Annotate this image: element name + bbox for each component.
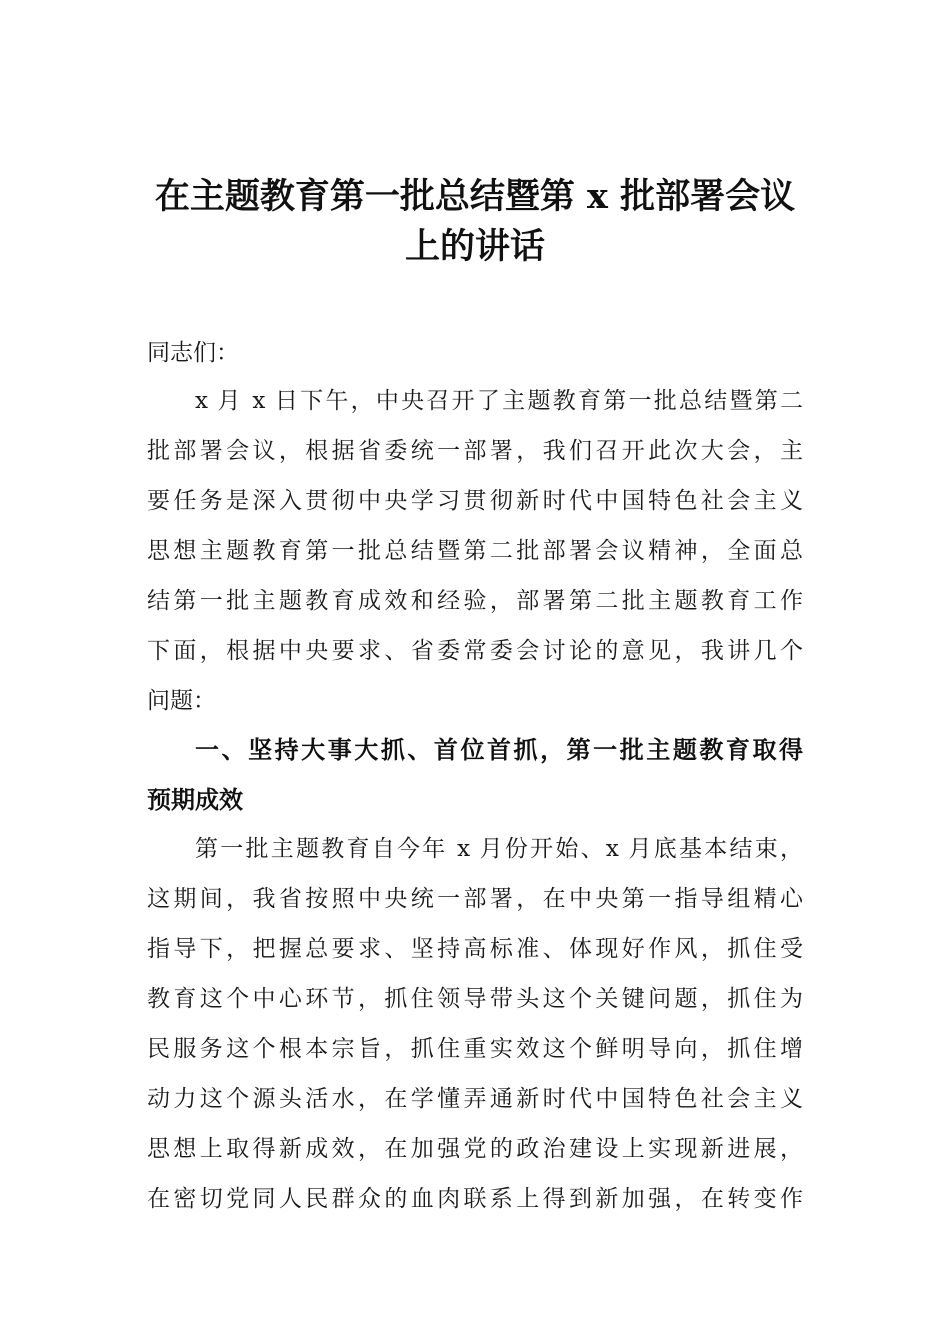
paragraph-1-line: 结第一批主题教育成效和经验，部署第二批主题教育工作 — [147, 588, 803, 614]
section-heading-1-line: 一、坚持大事大抓、首位首抓，第一批主题教育取得 — [195, 736, 803, 764]
paragraph-2-line: 民服务这个根本宗旨，抓住重实效这个鲜明导向，抓住增 — [147, 1036, 803, 1062]
paragraph-1-line: 思想主题教育第一批总结暨第二批部署会议精神，全面总 — [147, 538, 803, 564]
section-heading-1-line: 预期成效 — [147, 786, 243, 814]
document-title-line-1: 在主题教育第一批总结暨第 x 批部署会议 — [154, 176, 796, 217]
paragraph-2-line: 在密切党同人民群众的血肉联系上得到新加强，在转变作 — [147, 1186, 803, 1212]
paragraph-1-line: 下面，根据中央要求、省委常委会讨论的意见，我讲几个 — [147, 638, 803, 664]
paragraph-1-line: 问题： — [147, 688, 216, 714]
document-title-line-2: 上的讲话 — [404, 226, 545, 267]
paragraph-2-line: 第一批主题教育自今年 x 月份开始、x 月底基本结束， — [195, 836, 803, 862]
paragraph-2-line: 动力这个源头活水，在学懂弄通新时代中国特色社会主义 — [147, 1086, 803, 1112]
paragraph-1-line: x 月 x 日下午，中央召开了主题教育第一批总结暨第二 — [195, 388, 803, 414]
paragraph-1-line: 要任务是深入贯彻中央学习贯彻新时代中国特色社会主义 — [147, 488, 803, 514]
paragraph-2-line: 指导下，把握总要求、坚持高标准、体现好作风，抓住受 — [147, 936, 803, 962]
paragraph-1-line: 批部署会议，根据省委统一部署，我们召开此次大会，主 — [147, 438, 803, 464]
paragraph-2-line: 这期间，我省按照中央统一部署，在中央第一指导组精心 — [147, 886, 803, 912]
paragraph-2-line: 思想上取得新成效，在加强党的政治建设上实现新进展， — [147, 1136, 803, 1162]
paragraph-2-line: 教育这个中心环节，抓住领导带头这个关键问题，抓住为 — [147, 986, 803, 1012]
salutation: 同志们： — [147, 340, 239, 366]
